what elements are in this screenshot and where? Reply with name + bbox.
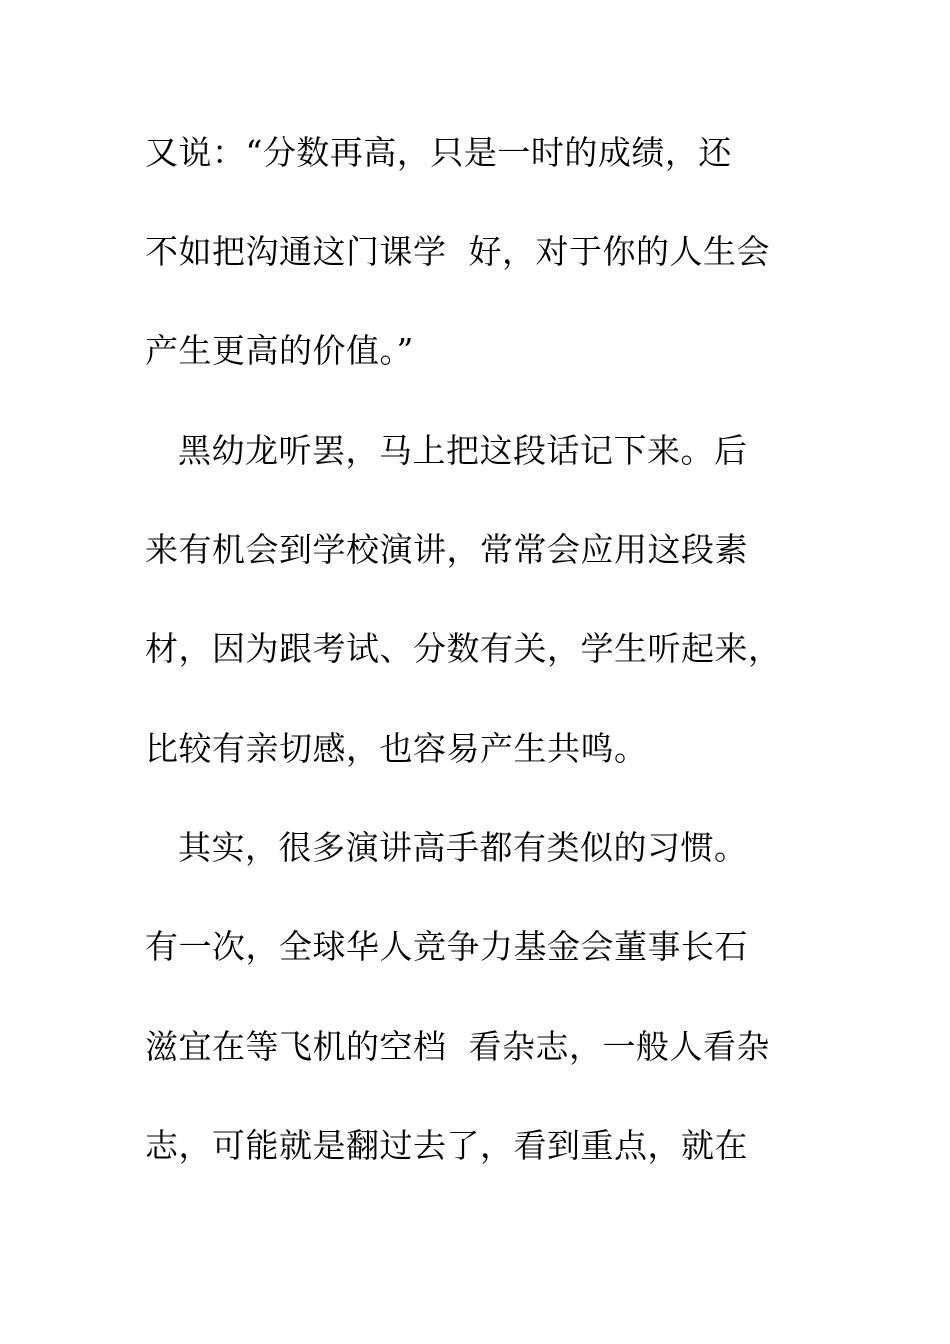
text-line: 黑幼龙听罢，马上把这段话记下来。后 [145,431,748,470]
text-line: 滋宜在等飞机的空档 看杂志，一般人看杂 [145,1027,770,1066]
text-line: 又说：“分数再高，只是一时的成绩，还 [145,133,732,172]
text-line: 产生更高的价值。” [145,331,414,370]
text-line: 其实，很多演讲高手都有类似的习惯。 [145,828,748,867]
text-line: 志，可能就是翻过去了，看到重点，就在 [145,1126,748,1165]
text-line: 不如把沟通这门课学 好，对于你的人生会 [145,232,770,271]
text-line: 来有机会到学校演讲，常常会应用这段素 [145,530,748,569]
text-line: 材，因为跟考试、分数有关，学生听起来， [145,629,782,668]
text-line: 有一次，全球华人竞争力基金会董事长石 [145,927,748,966]
text-line: 比较有亲切感，也容易产生共鸣。 [145,729,648,768]
